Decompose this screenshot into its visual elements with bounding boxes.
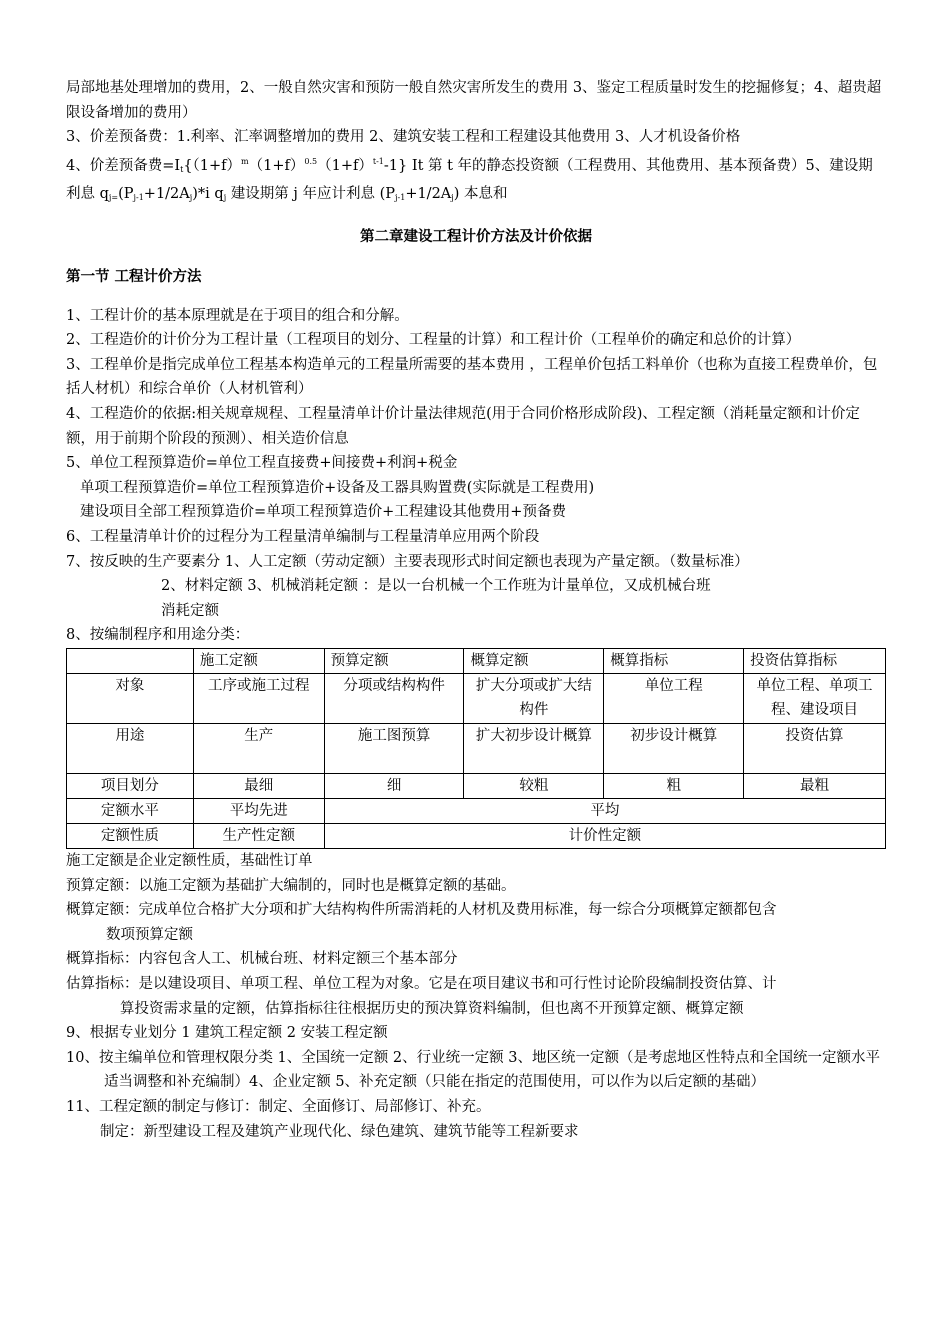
note-construction-quota: 施工定额是企业定额性质，基础性订单 xyxy=(66,852,313,869)
table-cell: 单位工程 xyxy=(604,673,744,723)
table-header-cell: 概算定额 xyxy=(464,648,604,673)
table-row xyxy=(67,773,886,798)
table-cell: 用途 xyxy=(67,723,194,773)
item-5-line-3: 建设项目全部工程预算造价=单项工程预算造价+工程建设其他费用+预备费 xyxy=(80,504,566,521)
table-header-cell: 预算定额 xyxy=(324,648,464,673)
table-cell: 扩大初步设计概算 xyxy=(464,723,604,773)
table-cell: 粗 xyxy=(604,773,744,798)
note-investment-index-line-2: 算投资需求量的定额，估算指标往往根据历史的预决算资料编制，但也离不开预算定额、概算定额 xyxy=(120,1000,744,1017)
item-7-line-3: 消耗定额 xyxy=(161,602,219,619)
item-6: 6、工程量清单计价的过程分为工程量清单编制与工程量清单应用两个阶段 xyxy=(66,529,540,545)
table-cell: 工序或施工过程 xyxy=(193,673,324,723)
table-cell: 分项或结构构件 xyxy=(324,673,464,723)
table-cell: 平均 xyxy=(324,798,885,823)
table-header-cell: 投资估算指标 xyxy=(744,648,886,673)
item-10: 10、按主编单位和管理权限分类 1、全国统一定额 2、行业统一定额 3、地区统一定额（是考虑地区性特点和全国统一定额水平适当调整和补充编制）4、企业定额 5、补充定额（只能在指定的范围使用，可以作为以后定额的基础） xyxy=(66,1049,880,1091)
table-header-cell xyxy=(67,648,194,673)
note-estimate-index: 概算指标：内容包含人工、机械台班、材料定额三个基本部分 xyxy=(66,951,458,968)
table-cell: 较粗 xyxy=(464,773,604,798)
quota-classification-table xyxy=(66,648,886,849)
item-8: 8、按编制程序和用途分类： xyxy=(66,627,250,644)
note-budget-quota: 预算定额：以施工定额为基础扩大编制的，同时也是概算定额的基础。 xyxy=(66,877,516,894)
table-cell: 最粗 xyxy=(744,773,886,798)
chapter-title: 第二章建设工程计价方法及计价依据 xyxy=(360,229,592,246)
item-4: 4、工程造价的依据:相关规章规程、工程量清单计价计量法律规范(用于合同价格形成阶段)、工程定额（消耗量定额和计价定额，用于前期个阶段的预测）、相关造价信息 xyxy=(66,406,860,447)
item-7-line-2: 2、材料定额 3、机械消耗定额 ：是以一台机械一个工作班为计量单位，又成机械台班 xyxy=(161,578,711,595)
table-cell: 扩大分项或扩大结构件 xyxy=(464,673,604,723)
table-cell: 初步设计概算 xyxy=(604,723,744,773)
table-row xyxy=(67,798,886,823)
section-title: 第一节 工程计价方法 xyxy=(66,268,202,285)
table-row xyxy=(67,723,886,773)
table-cell: 平均先进 xyxy=(193,798,324,823)
table-cell: 定额水平 xyxy=(67,798,194,823)
table-cell: 单位工程、单项工程、建设项目 xyxy=(744,673,886,723)
item-11: 11、工程定额的制定与修订：制定、全面修订、局部修订、补充。 xyxy=(66,1098,491,1115)
table-cell: 对象 xyxy=(67,673,194,723)
intro-paragraph-1: 局部地基处理增加的费用，2、一般自然灾害和预防一般自然灾害所发生的费用 3、鉴定工程质量时发生的挖掘修复；4、超贵超限设备增加的费用） xyxy=(66,80,882,121)
item-1: 1、工程计价的基本原理就是在于项目的组合和分解。 xyxy=(66,307,409,324)
table-header-cell: 施工定额 xyxy=(193,648,324,673)
item-11-formulation: 制定：新型建设工程及建筑产业现代化、绿色建筑、建筑节能等工程新要求 xyxy=(100,1123,579,1140)
note-investment-index-line-1: 估算指标：是以建设项目、单项工程、单位工程为对象。它是在项目建议书和可行性讨论阶段编制投资估算、计 xyxy=(66,975,777,992)
table-cell: 生产性定额 xyxy=(193,823,324,848)
item-5-line-2: 单项工程预算造价=单位工程预算造价+设备及工器具购置费(实际就是工程费用) xyxy=(80,479,595,496)
item-3: 3、工程单价是指完成单位工程基本构造单元的工程量所需要的基本费用 ，工程单价包括工料单价（也称为直接工程费单价，包括人材机）和综合单价（人材机管利） xyxy=(66,356,878,398)
table-cell: 投资估算 xyxy=(744,723,886,773)
table-row xyxy=(67,823,886,848)
table-cell: 细 xyxy=(324,773,464,798)
table-header-cell: 概算指标 xyxy=(604,648,744,673)
item-2: 2、工程造价的计价分为工程计量（工程项目的划分、工程量的计算）和工程计价（工程单价的确定和总价的计算） xyxy=(66,332,801,349)
table-cell: 最细 xyxy=(193,773,324,798)
item-5-line-1: 5、单位工程预算造价=单位工程直接费+间接费+利润+税金 xyxy=(66,455,458,472)
note-estimate-quota-line-2: 数项预算定额 xyxy=(106,926,193,943)
intro-paragraph-4: 4、价差预备费$=I_t\{(1+f)^m(1+f)^{0.5}(1+f)^{t-1}-1\}$ It 第 t 年的静态投资额（工程费用、其他费用、基本预备费）5、建设期利息 $q_{j=}(P_{j-1}+1/2A_j)*i$ $q_j$ 建设期第 j 年应计利息 $(P_{j-1}+1/2A_j)$ 本息和 xyxy=(66,156,873,203)
item-7-line-1: 7、按反映的生产要素分 1、人工定额（劳动定额）主要表现形式时间定额也表现为产量定额。（数量标准） xyxy=(66,553,749,570)
table-header-row xyxy=(67,648,886,673)
table-row xyxy=(67,673,886,723)
item-9: 9、根据专业划分 1 建筑工程定额 2 安装工程定额 xyxy=(66,1025,388,1042)
document-page xyxy=(66,76,886,1144)
table-cell: 施工图预算 xyxy=(324,723,464,773)
table-cell: 生产 xyxy=(193,723,324,773)
table-cell: 定额性质 xyxy=(67,823,194,848)
table-cell: 项目划分 xyxy=(67,773,194,798)
intro-paragraph-3: 3、价差预备费：1.利率、汇率调整增加的费用 2、建筑安装工程和工程建设其他费用 3、人才机设备价格 xyxy=(66,129,741,146)
note-estimate-quota-line-1: 概算定额：完成单位合格扩大分项和扩大结构构件所需消耗的人材机及费用标准，每一综合分项概算定额都包含 xyxy=(66,902,777,919)
table-cell: 计价性定额 xyxy=(324,823,885,848)
